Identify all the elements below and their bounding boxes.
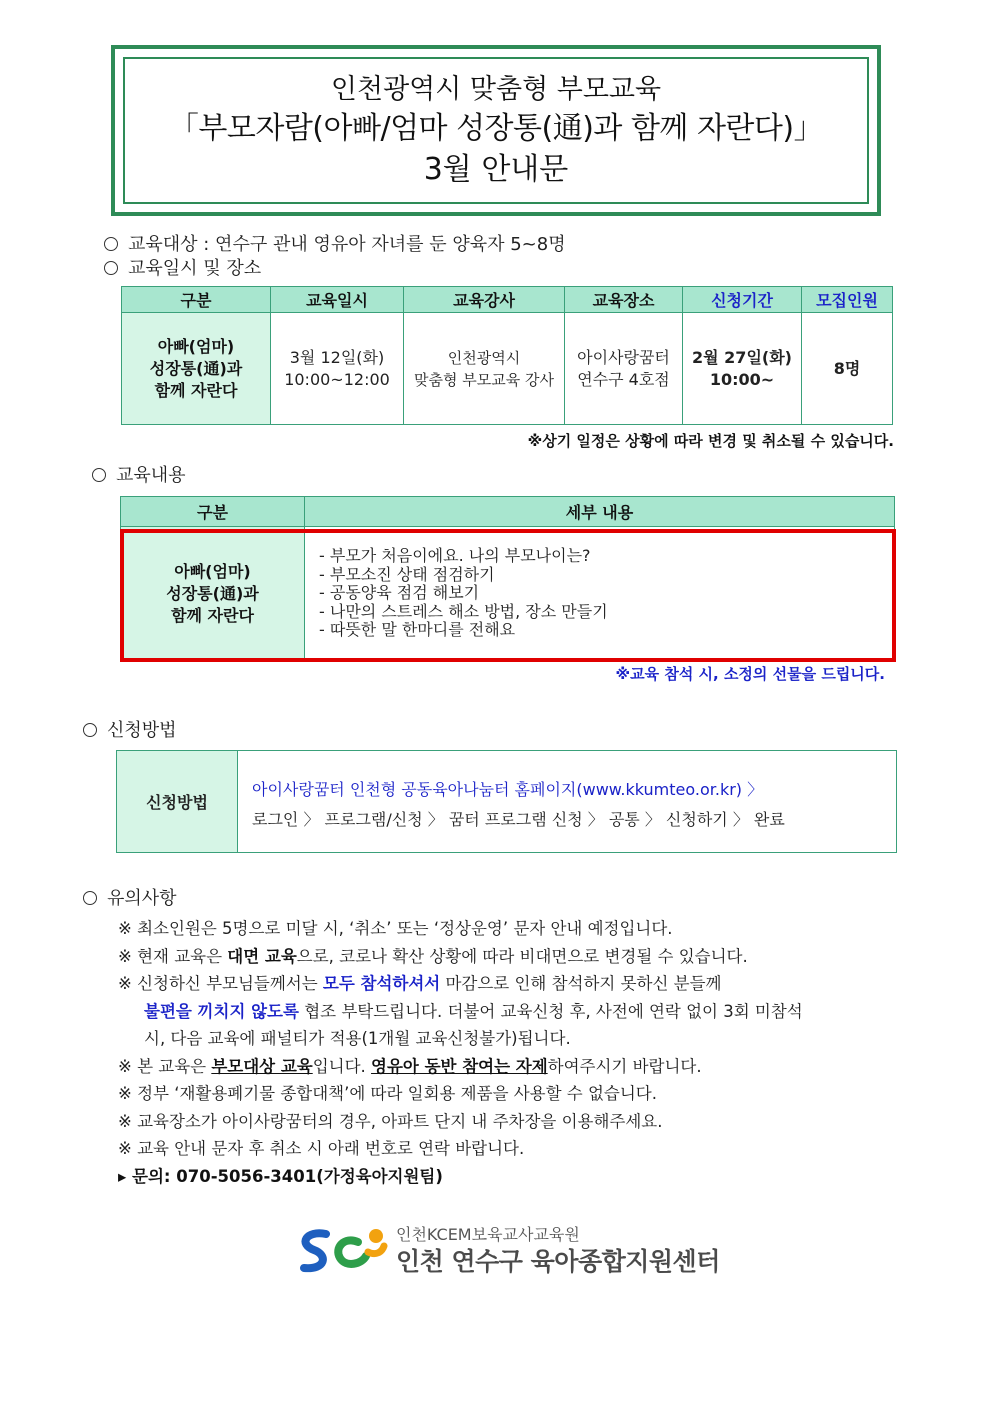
note-item: ※ 교육장소가 아이사랑꿈터의 경우, 아파트 단지 내 주차장을 이용해주세요. bbox=[118, 1111, 663, 1131]
list-item: - 부모소진 상태 점검하기 bbox=[319, 564, 495, 584]
apply-label: 신청방법 bbox=[117, 751, 238, 852]
apply-steps-line: 로그인 〉 프로그램/신청 〉 꿈터 프로그램 신청 〉 공통 〉 신청하기 〉 완료 bbox=[252, 810, 785, 829]
note-item: ※ 정부 ‘재활용폐기물 종합대책’에 따라 일회용 제품을 사용할 수 없습니다. bbox=[118, 1084, 657, 1103]
content-category-cell bbox=[121, 527, 305, 661]
title-line-2: 「부모자람(아빠/엄마 성장통(通)과 함께 자란다)」 bbox=[168, 110, 824, 146]
schedule-table bbox=[121, 286, 893, 425]
note-text: ※ 신청하신 부모님들께서는 bbox=[118, 974, 323, 993]
header-location: 교육장소 bbox=[565, 287, 683, 313]
notes-heading bbox=[83, 884, 177, 910]
title-line-1: 인천광역시 맞춤형 부모교육 bbox=[330, 73, 662, 105]
content-header-category: 구분 bbox=[121, 497, 305, 527]
list-item: - 부모가 처음이에요. 나의 부모나이는? bbox=[319, 546, 591, 566]
list-item: - 따뜻한 말 한마디를 전해요 bbox=[319, 620, 516, 640]
location-line: 연수구 4호점 bbox=[577, 369, 670, 389]
content-row bbox=[121, 527, 895, 661]
note-item bbox=[118, 970, 898, 998]
content-heading bbox=[92, 461, 186, 487]
schedule-instructor-cell bbox=[404, 313, 565, 425]
schedule-location-cell bbox=[565, 313, 683, 425]
apply-period-time: 10:00~ bbox=[709, 369, 775, 389]
notes-heading-text: 유의사항 bbox=[107, 888, 177, 909]
category-line: 아빠(엄마) bbox=[174, 561, 251, 581]
category-line: 함께 자란다 bbox=[171, 605, 254, 625]
target-line bbox=[104, 230, 566, 256]
gift-note: ※교육 참석 시, 소정의 선물을 드립니다. bbox=[615, 665, 885, 683]
content-header-row bbox=[121, 497, 895, 527]
category-line: 아빠(엄마) bbox=[157, 336, 235, 356]
schedule-apply-period-cell bbox=[683, 313, 802, 425]
schedule-heading bbox=[104, 254, 261, 280]
note-item: ※ 최소인원은 5명으로 미달 시, ‘취소’ 또는 ‘정상운영’ 문자 안내 예정입니다. bbox=[118, 919, 673, 938]
apply-link-line[interactable]: 아이사랑꿈터 인천형 공동육아나눔터 홈페이지(www.kkumteo.or.kr) 〉 bbox=[252, 780, 764, 799]
apply-body bbox=[238, 751, 785, 852]
instructor-line: 인천광역시 bbox=[447, 348, 521, 367]
center-logo bbox=[296, 1222, 720, 1277]
schedule-capacity-cell: 8명 bbox=[802, 313, 893, 425]
note-item bbox=[118, 943, 898, 971]
note-emphasis: 모두 참석하셔서 bbox=[322, 974, 441, 993]
header-datetime: 교육일시 bbox=[271, 287, 404, 313]
contact-line: ▸ 문의: 070-5056-3401(가정육아지원팀) bbox=[118, 1166, 443, 1186]
content-heading-text: 교육내용 bbox=[116, 465, 186, 486]
note-continuation bbox=[118, 998, 898, 1026]
title-frame bbox=[111, 45, 881, 216]
note-emphasis: 대면 교육 bbox=[227, 946, 297, 966]
datetime-date: 3월 12일(화) bbox=[289, 347, 385, 367]
bullet-circle-icon bbox=[104, 237, 118, 251]
notes-list bbox=[118, 915, 898, 1190]
logo-subtitle: 인천KCEM보육교사교육원 bbox=[396, 1225, 580, 1244]
title-line-3: 3월 안내문 bbox=[423, 151, 569, 187]
target-text: 교육대상 : 연수구 관내 영유아 자녀를 둔 양육자 5~8명 bbox=[128, 234, 566, 255]
header-apply-period: 신청기간 bbox=[683, 287, 802, 313]
note-text: 마감으로 인해 참석하지 못하신 분들께 bbox=[440, 974, 722, 993]
bullet-circle-icon bbox=[92, 468, 106, 482]
apply-heading-text: 신청방법 bbox=[107, 720, 177, 741]
note-emphasis: 영유아 동반 참여는 자제 bbox=[371, 1056, 548, 1076]
bullet-circle-icon bbox=[104, 261, 118, 275]
schedule-note: ※상기 일정은 상황에 따라 변경 및 취소될 수 있습니다. bbox=[527, 432, 894, 450]
apply-box bbox=[116, 750, 897, 853]
title-inner-frame bbox=[123, 57, 869, 204]
instructor-line: 맞춤형 부모교육 강사 bbox=[414, 370, 554, 389]
apply-period-date: 2월 27일(화) bbox=[692, 347, 792, 367]
list-item: - 나만의 스트레스 해소 방법, 장소 만들기 bbox=[319, 601, 608, 621]
note-continuation: 시, 다음 교육에 패널티가 적용(1개월 교육신청불가)됩니다. bbox=[144, 1029, 571, 1048]
category-line: 함께 자란다 bbox=[154, 380, 238, 400]
schedule-datetime-cell bbox=[271, 313, 404, 425]
note-text: ※ 현재 교육은 bbox=[118, 946, 228, 966]
note-text: 입니다. bbox=[312, 1056, 372, 1076]
header-instructor: 교육강사 bbox=[404, 287, 565, 313]
schedule-heading-text: 교육일시 및 장소 bbox=[128, 258, 262, 279]
schedule-header-row bbox=[122, 287, 893, 313]
bullet-circle-icon bbox=[83, 891, 97, 905]
category-line: 성장통(通)과 bbox=[166, 583, 259, 603]
schedule-row bbox=[122, 313, 893, 425]
content-detail-cell bbox=[305, 527, 895, 661]
note-text: ※ 본 교육은 bbox=[118, 1056, 212, 1076]
schedule-category-cell bbox=[122, 313, 271, 425]
note-emphasis: 불편을 끼치지 않도록 bbox=[144, 1001, 299, 1021]
category-line: 성장통(通)과 bbox=[149, 358, 243, 378]
note-item: ※ 교육 안내 문자 후 취소 시 아래 번호로 연락 바랍니다. bbox=[118, 1139, 525, 1158]
note-item bbox=[118, 1053, 898, 1081]
datetime-time: 10:00~12:00 bbox=[284, 369, 390, 389]
logo-title: 인천 연수구 육아종합지원센터 bbox=[396, 1247, 720, 1276]
location-line: 아이사랑꿈터 bbox=[577, 347, 670, 367]
content-table bbox=[120, 496, 895, 661]
note-text: 으로, 코로나 확산 상황에 따라 비대면으로 변경될 수 있습니다. bbox=[296, 946, 748, 966]
note-text: 협조 부탁드립니다. 더불어 교육신청 후, 사전에 연락 없이 3회 미참석 bbox=[298, 1001, 803, 1021]
apply-heading bbox=[83, 716, 177, 742]
header-capacity: 모집인원 bbox=[802, 287, 893, 313]
header-category: 구분 bbox=[122, 287, 271, 313]
list-item: - 공동양육 점검 해보기 bbox=[319, 583, 480, 603]
content-header-detail: 세부 내용 bbox=[305, 497, 895, 527]
note-text: 하여주시기 바랍니다. bbox=[547, 1056, 702, 1076]
note-emphasis: 부모대상 교육 bbox=[211, 1056, 313, 1076]
logo-mark-icon bbox=[296, 1222, 391, 1277]
bullet-circle-icon bbox=[83, 723, 97, 737]
